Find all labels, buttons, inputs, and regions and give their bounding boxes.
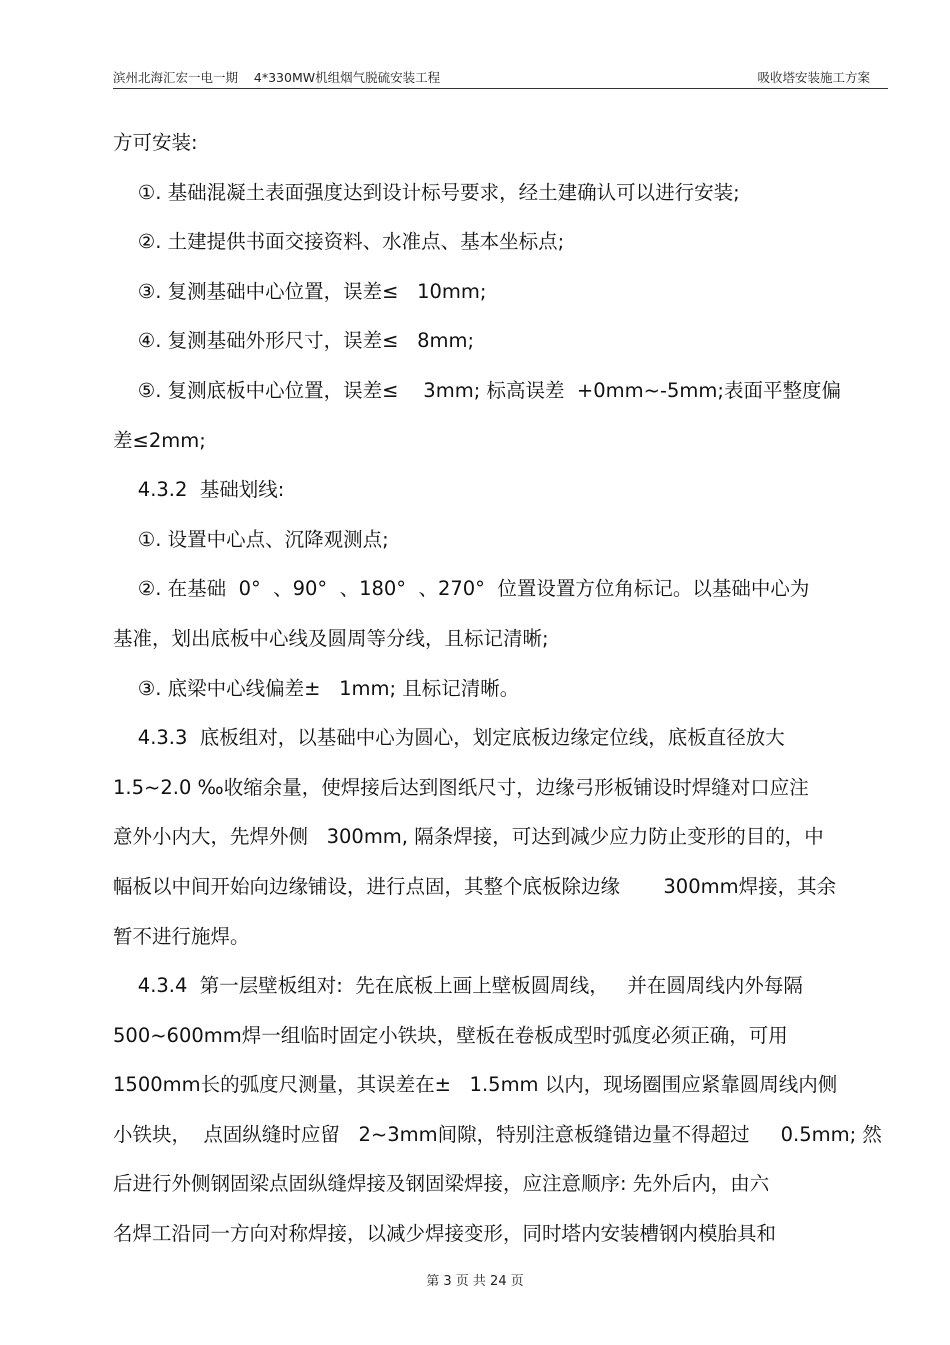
text-line: ①. 基础混凝土表面强度达到设计标号要求，经土建确认可以进行安装; bbox=[113, 180, 740, 204]
text-line: 名焊工沿同一方向对称焊接，以减少焊接变形，同时塔内安装槽钢内模胎具和 bbox=[113, 1222, 777, 1246]
text-line: 小铁块， 点固纵缝时应留 2~3mm间隙，特别注意板缝错边量不得超过 0.5mm; 然 bbox=[113, 1122, 882, 1146]
text-line: ④. 复测基础外形尺寸，误差≤ 8mm; bbox=[113, 329, 475, 353]
text-line: 基准，划出底板中心线及圆周等分线，且标记清晰; bbox=[113, 626, 549, 650]
text-line: 方可安装: bbox=[113, 131, 198, 154]
header-project-title: 滨州北海汇宏一电一期 4*330MW机组烟气脱硫安装工程 bbox=[113, 70, 441, 85]
text-line: 4.3.3 底板组对，以基础中心为圆心，划定底板边缘定位线，底板直径放大 bbox=[113, 726, 785, 750]
text-line: ②. 在基础 0° 、90° 、180° 、270° 位置设置方位角标记。以基础中心为 bbox=[113, 577, 810, 601]
page-number-footer: 第 3 页 共 24 页 bbox=[426, 1274, 524, 1289]
text-line: 1.5~2.0 ‰收缩余量，使焊接后达到图纸尺寸，边缘弓形板铺设时焊缝对口应注 bbox=[113, 775, 809, 799]
text-line: 后进行外侧钢固梁点固纵缝焊接及钢固梁焊接，应注意顺序: 先外后内，由六 bbox=[113, 1172, 770, 1196]
header-document-title: 吸收塔安装施工方案 bbox=[757, 70, 870, 85]
text-line: ①. 设置中心点、沉降观测点; bbox=[113, 527, 389, 551]
text-line: 4.3.4 第一层壁板组对: 先在底板上画上壁板圆周线， 并在圆周线内外每隔 bbox=[113, 974, 803, 998]
text-line: 500~600mm焊一组临时固定小铁块，壁板在卷板成型时弧度必须正确，可用 bbox=[113, 1023, 788, 1047]
text-line: 4.3.2 基础划线: bbox=[113, 478, 285, 502]
text-line: ③. 底梁中心线偏差± 1mm; 且标记清晰。 bbox=[113, 676, 520, 700]
text-line: ⑤. 复测底板中心位置，误差≤ 3mm; 标高误差 +0mm~-5mm;表面平整度偏 bbox=[113, 378, 841, 402]
text-line: ③. 复测基础中心位置，误差≤ 10mm; bbox=[113, 279, 487, 303]
text-line: 暂不进行施焊。 bbox=[113, 924, 250, 948]
text-line: 1500mm长的弧度尺测量，其误差在± 1.5mm 以内，现场圈围应紧靠圆周线内侧 bbox=[113, 1073, 838, 1097]
page-header bbox=[113, 66, 888, 89]
text-line: ②. 土建提供书面交接资料、水准点、基本坐标点; bbox=[113, 230, 565, 254]
text-line: 幅板以中间开始向边缘铺设，进行点固，其整个底板除边缘 300mm焊接，其余 bbox=[113, 874, 837, 898]
text-line: 差≤2mm; bbox=[113, 428, 206, 452]
document-body bbox=[113, 118, 888, 1259]
text-line: 意外小内大，先焊外侧 300mm, 隔条焊接，可达到减少应力防止变形的目的，中 bbox=[113, 825, 824, 849]
